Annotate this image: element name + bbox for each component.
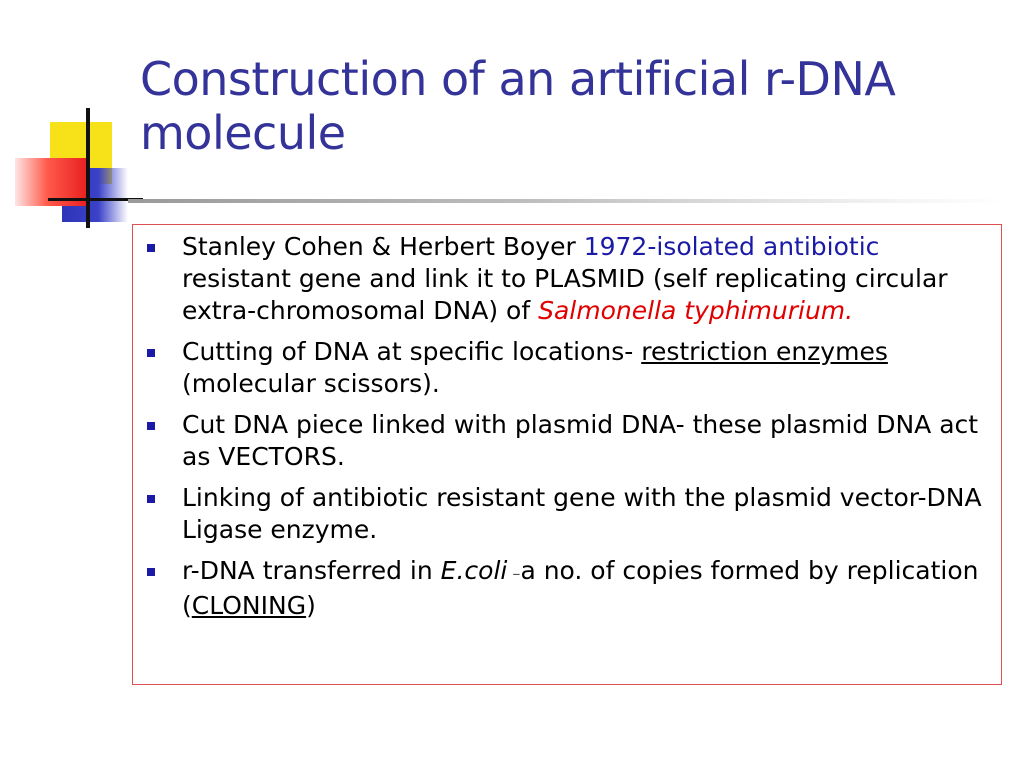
bullet-item-4 — [147, 482, 989, 546]
title-divider — [128, 199, 1008, 203]
decorative-squares-logo — [0, 0, 145, 240]
bullet-list — [147, 231, 989, 622]
square-bullet-icon — [147, 495, 155, 503]
bullet-1-text: Stanley Cohen & Herbert Boyer — [182, 232, 584, 261]
square-bullet-icon — [147, 568, 155, 576]
square-bullet-icon — [147, 349, 155, 357]
slide-title: Construction of an artificial r-DNA molecule — [140, 52, 896, 160]
bullet-5-close: ) — [306, 591, 316, 620]
content-box — [132, 224, 1002, 685]
bullet-5-text: r-DNA transferred in — [182, 556, 441, 585]
bullet-1-highlight: 1972-isolated antibiotic — [583, 232, 880, 261]
bullet-5-dash: – — [507, 564, 521, 583]
bullet-item-1 — [147, 231, 989, 327]
bullet-5-organism: E.coli — [440, 556, 508, 585]
bullet-1-species: Salmonella typhimurium — [538, 296, 846, 325]
bullet-1-text-cont: resistant gene and link it to PLASMID (self replicating circular extra-chromosomal DNA) of — [182, 264, 948, 325]
bullet-item-5 — [147, 555, 989, 622]
bullet-1-period: . — [845, 296, 854, 325]
bullet-5-text-cont: a no. of copies formed by replication ( — [182, 556, 979, 620]
square-bullet-icon — [147, 422, 155, 430]
square-bullet-icon — [147, 244, 155, 252]
bullet-2-term: restriction enzymes — [641, 337, 888, 366]
bullet-4-text: Linking of antibiotic resistant gene with the plasmid vector-DNA Ligase enzyme. — [182, 483, 982, 544]
bullet-item-3 — [147, 409, 989, 473]
vertical-line — [86, 108, 90, 228]
bullet-5-term: CLONING — [191, 591, 307, 620]
bullet-3-text: Cut DNA piece linked with plasmid DNA- these plasmid DNA act as VECTORS. — [182, 410, 979, 471]
bullet-2-text: Cutting of DNA at specific locations- — [182, 337, 642, 366]
bullet-item-2 — [147, 336, 989, 400]
bullet-2-text-cont: (molecular scissors). — [182, 369, 440, 398]
